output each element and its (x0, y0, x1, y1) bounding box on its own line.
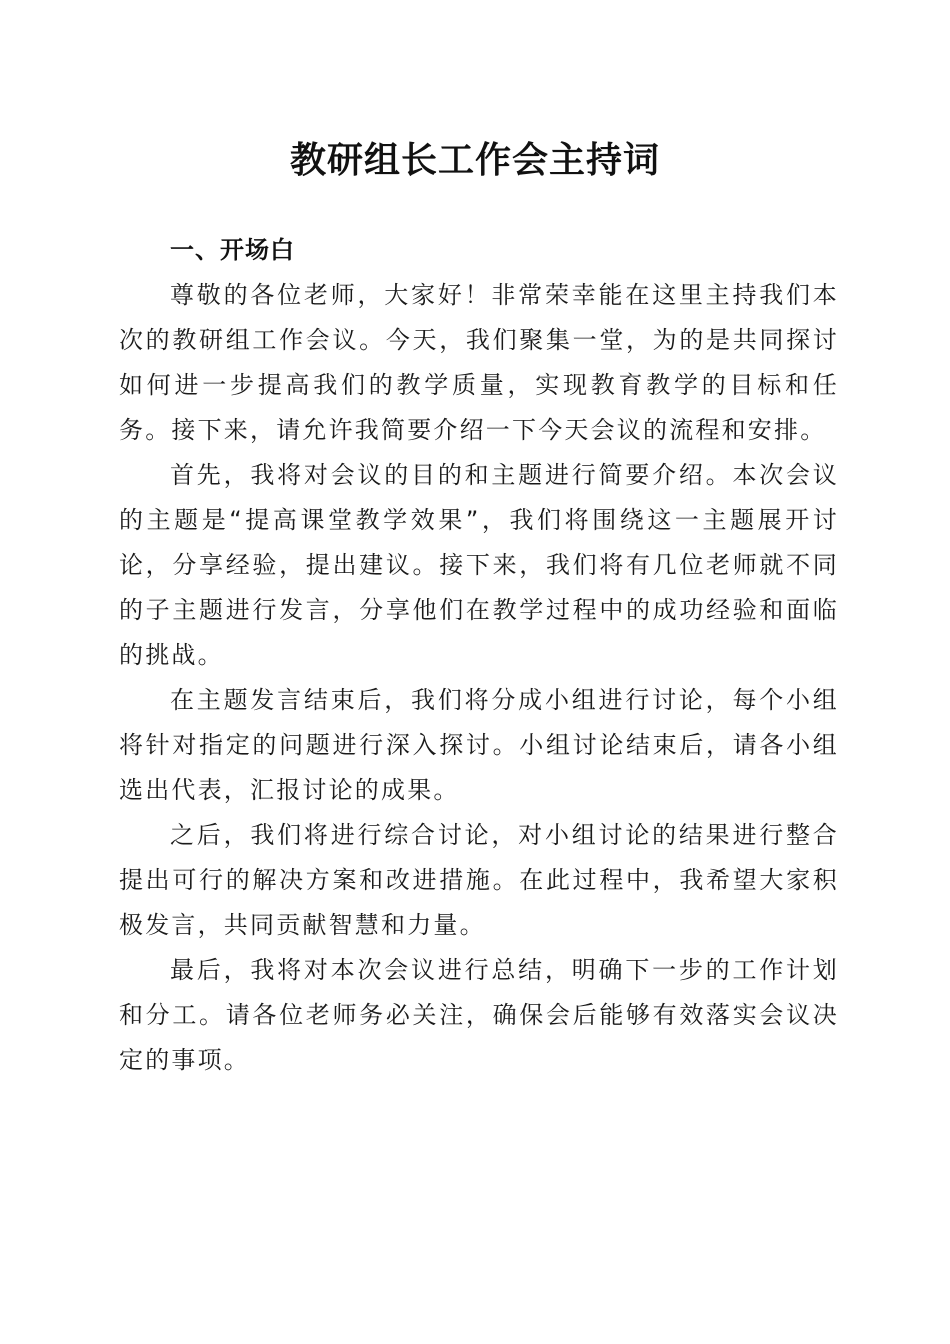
document-body (119, 228, 839, 1083)
paragraph-2: 首先，我将对会议的目的和主题进行简要介绍。本次会议的主题是“提高课堂教学效果”，我们将围绕这一主题展开讨论，分享经验，提出建议。接下来，我们将有几位老师就不同的子主题进行发言，分享他们在教学过程中的成功经验和面临的挑战。 (119, 461, 839, 669)
section-heading: 一、开场白 (170, 236, 295, 264)
paragraph-3: 在主题发言结束后，我们将分成小组进行讨论，每个小组将针对指定的问题进行深入探讨。小组讨论结束后，请各小组选出代表，汇报讨论的成果。 (119, 686, 839, 804)
paragraph-5: 最后，我将对本次会议进行总结，明确下一步的工作计划和分工。请各位老师务必关注，确保会后能够有效落实会议决定的事项。 (119, 956, 839, 1074)
paragraph-4: 之后，我们将进行综合讨论，对小组讨论的结果进行整合提出可行的解决方案和改进措施。在此过程中，我希望大家积极发言，共同贡献智慧和力量。 (119, 821, 839, 939)
paragraph-1: 尊敬的各位老师，大家好！非常荣幸能在这里主持我们本次的教研组工作会议。今天，我们聚集一堂，为的是共同探讨如何进一步提高我们的教学质量，实现教育教学的目标和任务。接下来，请允许我简要介绍一下今天会议的流程和安排。 (119, 281, 839, 444)
document-title: 教研组长工作会主持词 (289, 139, 660, 181)
